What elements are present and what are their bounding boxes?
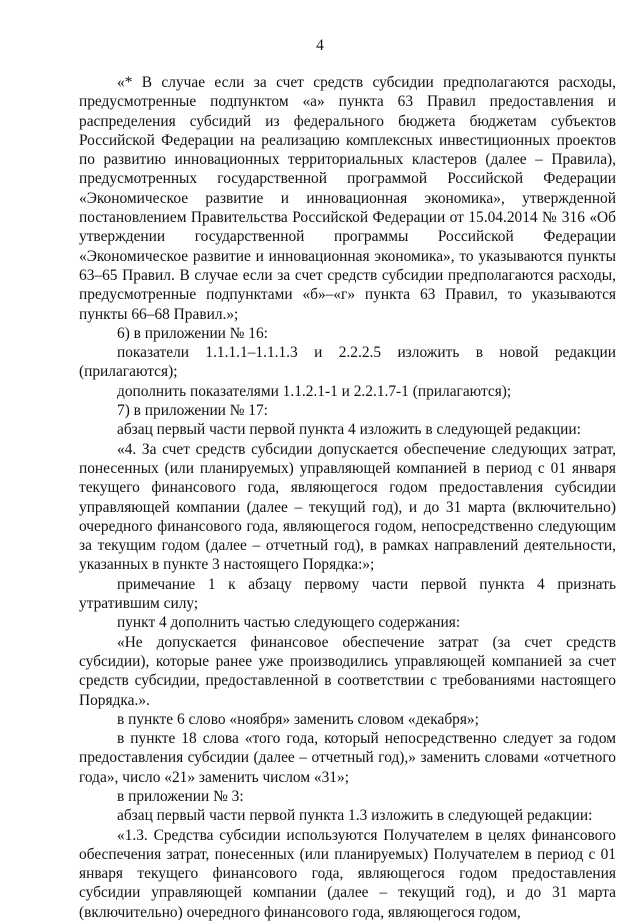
paragraph: в приложении № 3: [117,787,244,805]
paragraph: в пункте 18 слова «того года, который непосредственно следует за годом предоставления субсидии (далее – отчетный год),» заменить словами «отчетного года», число «21» заменить числом «31»; [79,730,616,786]
page-number: 4 [316,37,324,54]
paragraph: абзац первый части первой пункта 4 изложить в следующей редакции: [117,421,581,439]
paragraph: примечание 1 к абзацу первому части первой пункта 4 признать утратившим силу; [79,575,616,613]
paragraph: 7) в приложении № 17: [117,402,268,420]
paragraph: пункт 4 дополнить частью следующего содержания: [117,614,461,632]
document-body [79,73,616,922]
paragraph: «1.3. Средства субсидии используются Получателем в целях финансового обеспечения затрат, понесенных (или планируемых) Получателем в период с 01 января текущего финансового года, являющегося годом предоставления субсидии управляющей компании (далее – текущий год), и до 31 марта (включительно) очередного финансового года, являющегося годом, [79,826,616,921]
paragraph: «4. За счет средств субсидии допускается обеспечение следующих затрат, понесенных (или планируемых) управляющей компанией в период с 01 января текущего финансового года, являющегося годом предоставления субсидии управляющей компании (далее – текущий год), и до 31 марта (включительно) очередного финансового года, являющегося годом, непосредственно следующим за текущим годом (далее – отчетный год), в рамках направлений деятельности, указанных в пункте 3 настоящего Порядка:»; [79,440,616,574]
paragraph: «* В случае если за счет средств субсидии предполагаются расходы, предусмотренные подпунктом «а» пункта 63 Правил предоставления и распределения субсидий из федерального бюджета бюджетам субъектов Российской Федерации на реализацию комплексных инвестиционных проектов по развитию инновационных территориальных кластеров (далее – Правила), предусмотренных государственной программой Российской Федерации «Экономическое развитие и инновационная экономика», утвержденной постановлением Правительства Российской Федерации от 15.04.2014 № 316 «Об утверждении государственной программы Российской Федерации «Экономическое развитие и инновационная экономика», то указываются пункты 63–65 Правил. В случае если за счет средств субсидии предполагаются расходы, предусмотренные подпунктами «б»–«г» пункта 63 Правил, то указываются пункты 66–68 Правил.»; [79,74,616,323]
paragraph: 6) в приложении № 16: [117,324,268,342]
paragraph: дополнить показателями 1.1.2.1-1 и 2.2.1.7-1 (прилагаются); [117,382,512,400]
paragraph: «Не допускается финансовое обеспечение затрат (за счет средств субсидии), которые ранее уже производились управляющей компанией за счет средств субсидии, предоставленной в соответствии с требованиями настоящего Порядка.». [79,633,616,709]
paragraph: показатели 1.1.1.1–1.1.1.3 и 2.2.2.5 изложить в новой редакции (прилагаются); [79,344,616,381]
paragraph: абзац первый части первой пункта 1.3 изложить в следующей редакции: [117,807,593,825]
paragraph: в пункте 6 слово «ноября» заменить словом «декабря»; [117,710,479,728]
